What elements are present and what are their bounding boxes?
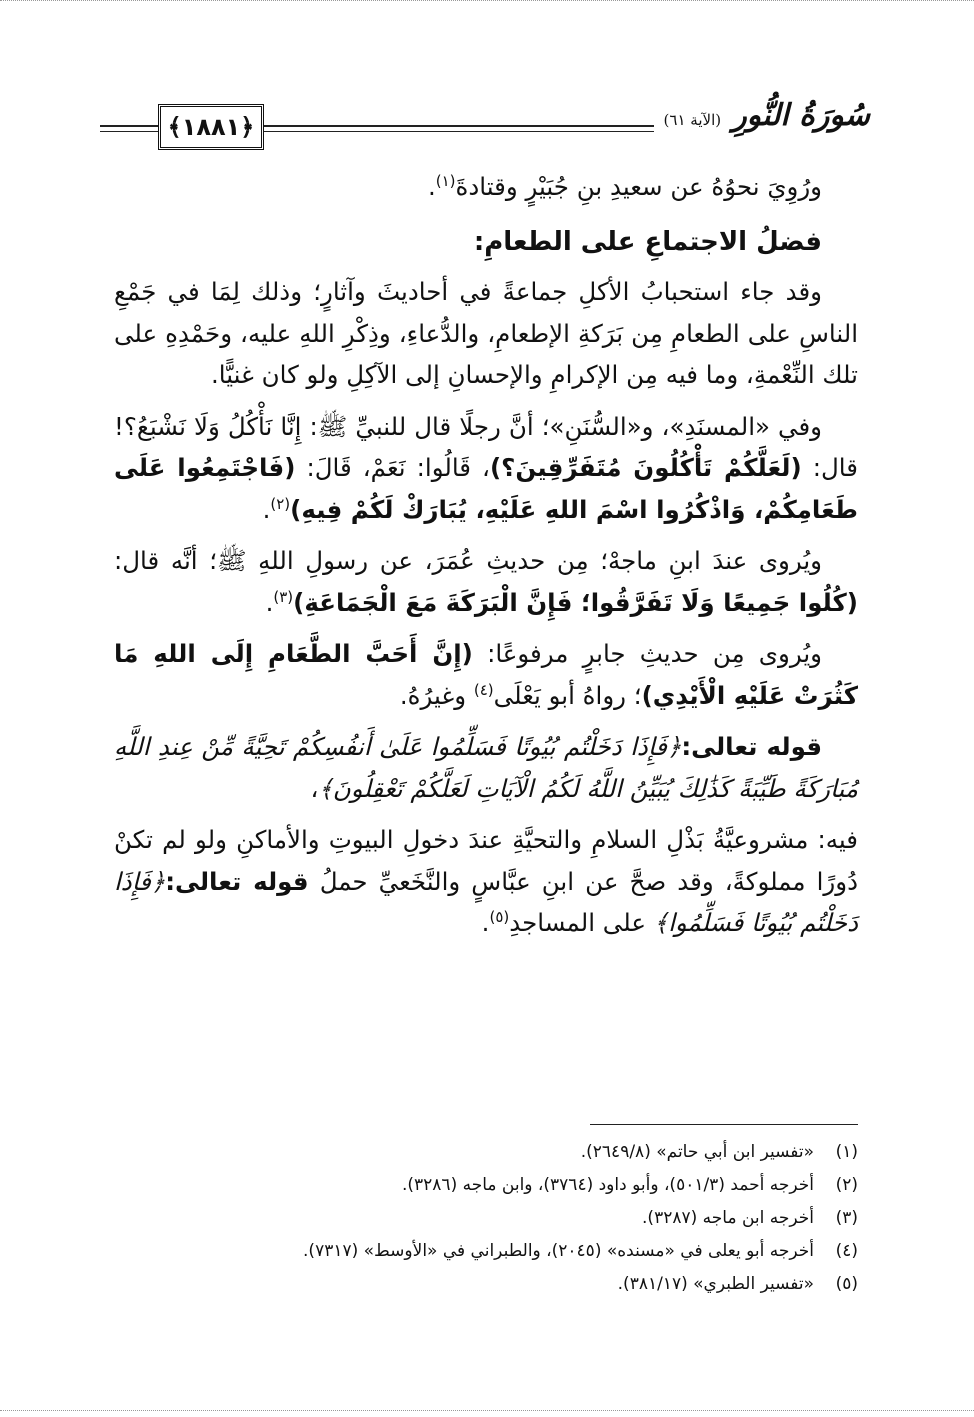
footnote-ref-5: (٥) <box>489 907 510 926</box>
footnote-ref-4: (٤) <box>473 680 494 699</box>
main-text <box>114 166 858 954</box>
footnote-3: (٣)أخرجه ابن ماجه (٣٢٨٧). <box>642 1208 858 1228</box>
paragraph-6: فيه: مشروعيَّةُ بَذْلِ السلامِ والتحيَّةِ عندَ دخولِ البيوتِ والأماكنِ ولو لم تكنْ دُورًا مملوكةً، وقد صحَّ عن ابنِ عبَّاسٍ والنَّخَعيِّ حملُ قوله تعالى:﴿فَإِذَا دَخَلْتُم بُيُوتًا فَسَلِّمُوا﴾ على المساجدِ$^{(٥)}$. <box>114 825 858 937</box>
footnote-2: (٢)أخرجه أحمد (٥٠١/٣)، وأبو داود (٣٧٦٤)، وابن ماجه (٣٢٨٦). <box>401 1175 858 1195</box>
surah-title: سُورَةُ النُّورِ <box>732 98 870 133</box>
hadith-quote: (لَعَلَّكُمْ تَأْكُلُونَ مُتَفَرِّقِينَ؟) <box>489 453 802 482</box>
page-number: ﴾١٨٨١﴿ <box>158 104 264 150</box>
paragraph-2: وفي «المسنَدِ»، و«السُّنَنِ»؛ أنَّ رجلًا قال للنبيِّ ﷺ: إِنَّا نَأْكُلُ وَلَا نَشْبَعُ؟! قال: (لَعَلَّكُمْ تَأْكُلُونَ مُتَفَرِّقِينَ؟)، قَالُوا: نَعَمْ، قَالَ: (فَاجْتَمِعُوا عَلَى طَعَامِكُمْ، وَاذْكُرُوا اسْمَ اللهِ عَلَيْهِ، يُبَارَكْ لَكُمْ فِيهِ)$^{(٢)}$. <box>114 411 858 524</box>
footnote-ref-1: (١) <box>435 171 456 190</box>
footnote-5: (٥)«تفسير الطبري» (٣٨١/١٧). <box>617 1274 858 1294</box>
running-header <box>100 96 870 156</box>
quran-verse: ﴿فَإِذَا دَخَلْتُم بُيُوتًا فَسَلِّمُوا عَلَىٰ أَنفُسِكُمْ تَحِيَّةً مِّنْ عِندِ اللَّهِ مُبَارَكَةً طَيِّبَةً كَذَٰلِكَ يُبَيِّنُ اللَّهُ لَكُمُ الْآيَاتِ لَعَلَّكُمْ تَعْقِلُونَ﴾ <box>114 732 858 803</box>
footnote-ref-3: (٣) <box>273 587 294 606</box>
section-heading: فضلُ الاجتماعِ على الطعامِ: <box>473 226 822 257</box>
paragraph-0: ورُوِيَ نحوُهُ عن سعيدِ بنِ جُبَيْرٍ وقتادةَ$^{(١)}$. <box>427 171 822 201</box>
hadith-quote: (فَاجْتَمِعُوا عَلَى طَعَامِكُمْ، وَاذْكُرُوا اسْمَ اللهِ عَلَيْهِ، يُبَارَكْ لَكُمْ فِيهِ) <box>114 453 858 524</box>
footnotes <box>200 1136 858 1301</box>
paragraph-1: وقد جاء استحبابُ الأكلِ جماعةً في أحاديثَ وآثارٍ؛ وذلك لِمَا في جَمْعِ الناسِ على الطعامِ مِن بَرَكةِ الإطعامِ، والدُّعاءِ، وذِكْرِ اللهِ عليه، وحَمْدِهِ على تلك النِّعْمةِ، وما فيه مِن الإكرامِ والإحسانِ إلى الآكِلِ ولو كان غنيًّا. <box>114 277 858 389</box>
hadith-quote: (إِنَّ أَحَبَّ الطَّعَامِ إِلَى اللهِ مَا كَثُرَتْ عَلَيْهِ الْأَيْدِي) <box>114 639 858 710</box>
paragraph-3: ويُروى عندَ ابنِ ماجهْ؛ مِن حديثِ عُمَرَ، عن رسولِ اللهِ ﷺ؛ أنَّه قال: (كُلُوا جَمِيعًا وَلَا تَفَرَّقُوا؛ فَإِنَّ الْبَرَكَةَ مَعَ الْجَمَاعَةِ)$^{(٣)}$. <box>114 546 858 617</box>
paragraph-4: ويُروى مِن حديثِ جابرٍ مرفوعًا: (إِنَّ أَحَبَّ الطَّعَامِ إِلَى اللهِ مَا كَثُرَتْ عَلَيْهِ الْأَيْدِي)؛ رواهُ أبو يَعْلَى$^{(٤)}$ وغيرُهُ. <box>114 639 858 710</box>
footnote-1: (١)«تفسير ابن أبي حاتم» (٢٦٤٩/٨). <box>580 1142 858 1162</box>
footnote-4: (٤)أخرجه أبو يعلى في «مسنده» (٢٠٤٥)، والطبراني في «الأوسط» (٧٣١٧). <box>303 1241 858 1261</box>
hadith-quote: (كُلُوا جَمِيعًا وَلَا تَفَرَّقُوا؛ فَإِنَّ الْبَرَكَةَ مَعَ الْجَمَاعَةِ) <box>293 587 858 617</box>
verse-lead: قوله تعالى: <box>681 732 822 761</box>
quran-verse: ﴿فَإِذَا دَخَلْتُم بُيُوتًا فَسَلِّمُوا﴾ <box>114 866 858 937</box>
ayah-reference: (الآية ٦١) <box>663 111 722 129</box>
footnote-ref-2: (٢) <box>270 494 291 513</box>
page-top-edge <box>0 0 974 3</box>
paragraph-5: قوله تعالى:﴿فَإِذَا دَخَلْتُم بُيُوتًا فَسَلِّمُوا عَلَىٰ أَنفُسِكُمْ تَحِيَّةً مِّنْ عِندِ اللَّهِ مُبَارَكَةً طَيِّبَةً كَذَٰلِكَ يُبَيِّنُ اللَّهُ لَكُمُ الْآيَاتِ لَعَلَّكُمْ تَعْقِلُونَ﴾، <box>114 732 858 803</box>
verse-lead: قوله تعالى: <box>165 866 309 896</box>
page-bottom-edge <box>0 1410 974 1411</box>
surah-title-block <box>654 98 870 133</box>
footnote-separator <box>590 1124 858 1125</box>
